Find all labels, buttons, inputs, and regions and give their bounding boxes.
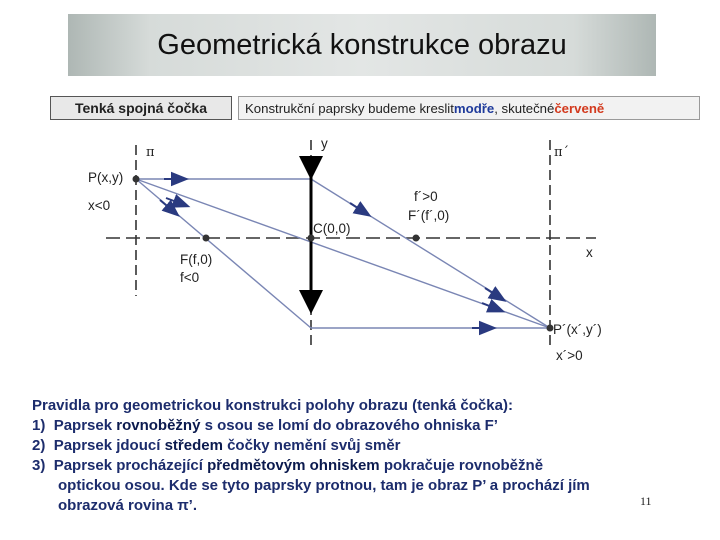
y-axis-label: y (321, 136, 328, 151)
rule-1-number: 1) (32, 417, 46, 434)
note-prefix: Konstrukční paprsky budeme kreslit (245, 100, 454, 116)
ray-arrow-6 (482, 303, 497, 309)
page-title: Geometrická konstrukce obrazu (157, 28, 567, 61)
point-F-prime (413, 235, 420, 242)
x-axis-label: x (586, 245, 593, 260)
rule-3-text-c: pokračuje rovnoběžně (379, 457, 544, 474)
f-negative-label: f<0 (180, 270, 200, 285)
object-plane-label: π (146, 145, 155, 160)
center-label: C(0,0) (313, 221, 351, 236)
point-P (133, 176, 140, 183)
image-plane-label: π´ (554, 145, 570, 160)
focus-F-label: F(f,0) (180, 252, 213, 267)
construction-rules (32, 396, 692, 516)
ray-arrow-5 (485, 288, 499, 297)
rule-3-continuation: optickou osou. Kde se tyto paprsky protnou, tam je obraz P’ a prochází jím (58, 477, 590, 494)
note-blue-word: modře (453, 100, 495, 116)
rules-heading: Pravidla pro geometrickou konstrukci polohy obrazu (tenká čočka): (32, 397, 513, 414)
rule-3-ending: obrazová rovina π’. (58, 497, 198, 514)
point-F (203, 235, 210, 242)
rule-1-emphasis: rovnoběžný (116, 417, 201, 434)
rule-3 (32, 456, 692, 476)
x-prime-positive-label: x´>0 (556, 348, 583, 363)
rule-2-text-a: Paprsek jdoucí (53, 437, 165, 454)
f-prime-positive-label: f´>0 (414, 189, 438, 204)
rule-2-number: 2) (32, 437, 46, 454)
x-negative-label: x<0 (88, 198, 111, 213)
rule-2-text-c: čočky nemění svůj směr (222, 437, 401, 454)
rule-2-emphasis: středem (164, 437, 223, 454)
rule-1-text-c: s osou se lomí do obrazového ohniska F’ (200, 417, 498, 434)
page-number: 11 (640, 494, 652, 508)
ray-arrow-4 (350, 203, 364, 212)
rule-3-emphasis: předmětovým ohniskem (207, 457, 380, 474)
note-middle: , skutečné (494, 100, 555, 116)
rule-2 (32, 436, 692, 456)
image-point-label: P´(x´,y´) (553, 322, 602, 337)
rule-3-number: 3) (32, 457, 46, 474)
focus-F-prime-label: F´(f´,0) (408, 208, 450, 223)
point-P-label: P(x,y) (88, 170, 124, 185)
note-red-word: červeně (554, 100, 605, 116)
lens-type-label: Tenká spojná čočka (50, 96, 232, 120)
rule-3-text-a: Paprsek procházející (53, 457, 208, 474)
rule-1 (32, 416, 692, 436)
ray-arrow-2 (166, 198, 182, 204)
rule-1-text-a: Paprsek (53, 417, 117, 434)
ray-arrow-3 (160, 200, 173, 211)
